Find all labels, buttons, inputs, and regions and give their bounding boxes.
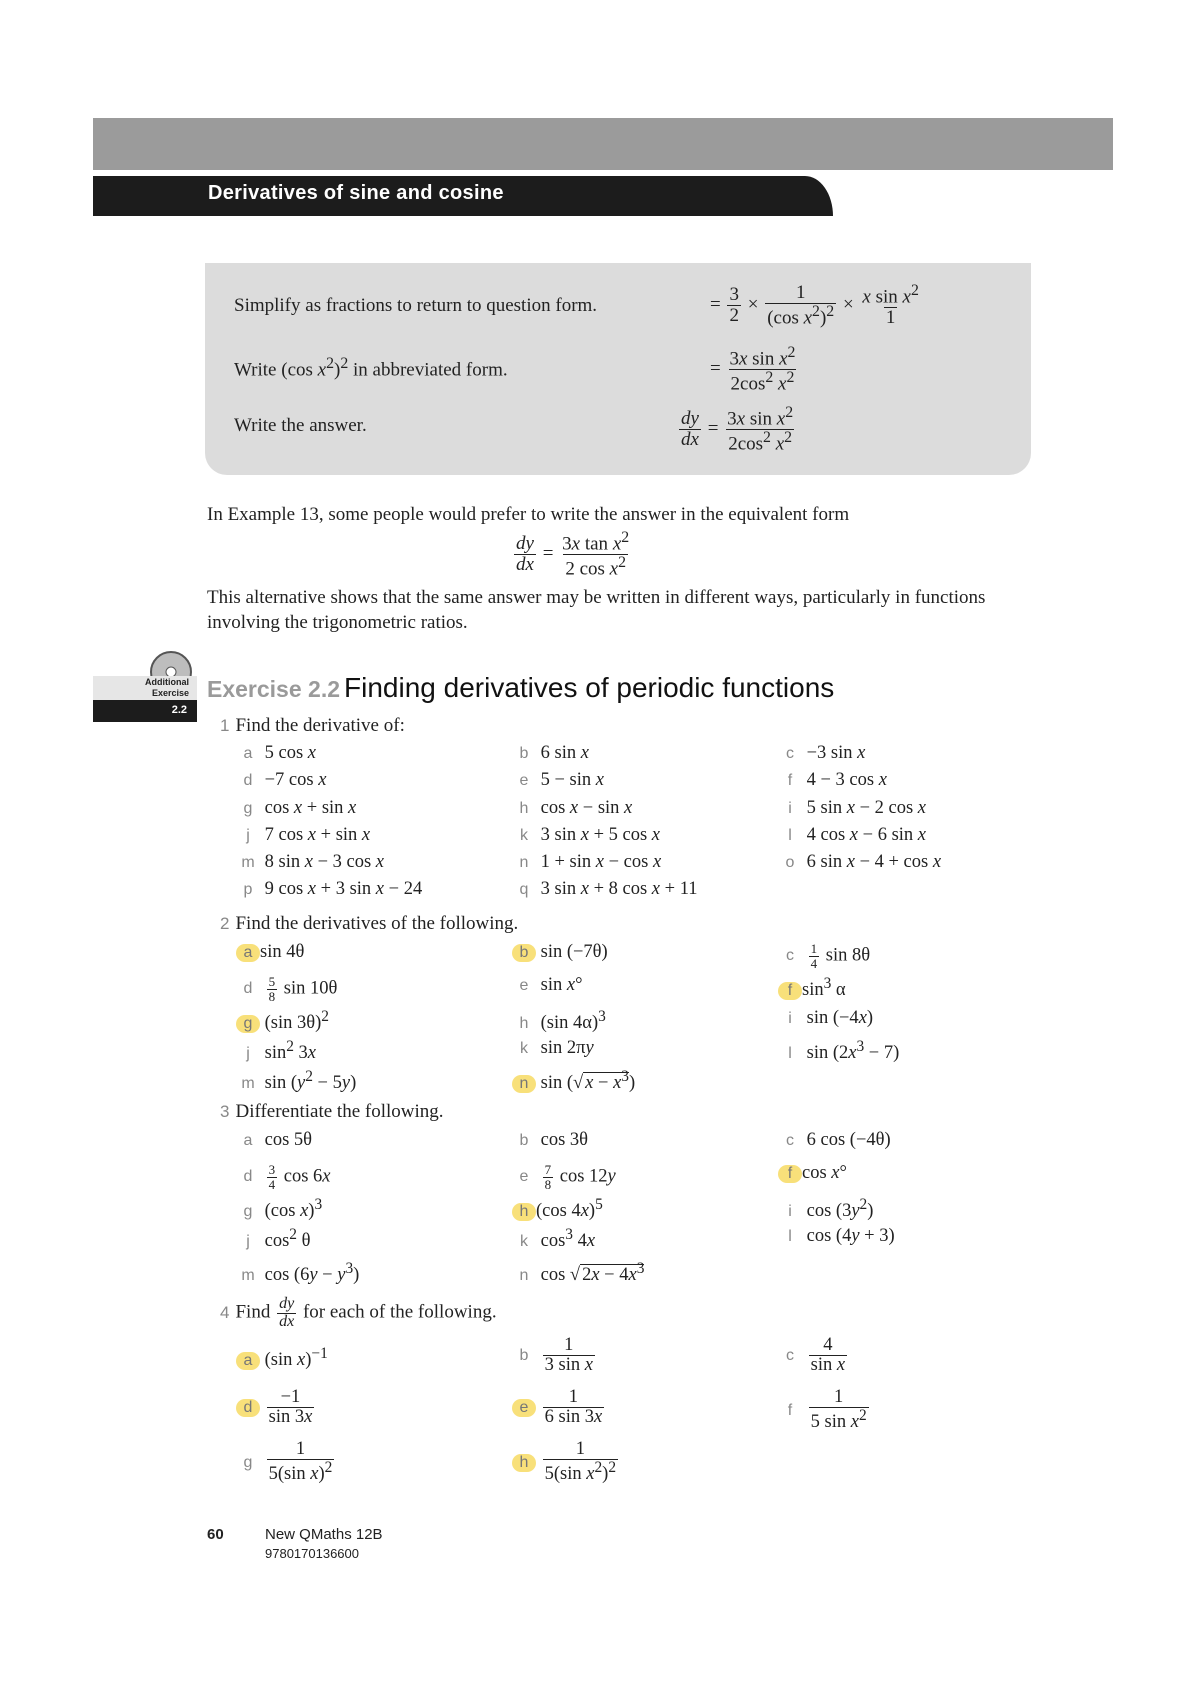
q1-item-g: g cos x + sin x <box>243 798 357 818</box>
q2-item-k: k sin 2πy <box>520 1038 594 1058</box>
q1-item-o: o 6 sin x − 4 + cos x <box>785 852 942 872</box>
exercise-title: Finding derivatives of periodic functions <box>344 672 835 703</box>
paragraph-2: This alternative shows that the same answer may be written in different ways, particularly in functions involving the trigonometric ratios. <box>207 587 986 633</box>
q1-item-c: c −3 sin x <box>786 743 866 763</box>
q3-item-i: i $\cos (3y^2)$ <box>788 1196 874 1222</box>
example-math-3: $\frac{dy}{dx}$ = $\frac{3x \sin x^2}{2\cos^2 x^2}$ <box>681 404 794 455</box>
q4-item-b: b $\frac{1}{\text{3 sin x}}$ <box>519 1335 593 1376</box>
q3-item-e: e $\frac{7}{8}$ cos 12y <box>519 1162 616 1192</box>
q2-item-a: a sin 4θ <box>236 942 304 963</box>
exercise-heading <box>207 672 834 704</box>
q1-item-f: f 4 − 3 cos x <box>787 770 887 790</box>
book-title: New QMaths 12B <box>265 1526 383 1543</box>
q3-item-n: n cos √ $2x - 4x^3$ <box>519 1260 645 1286</box>
example-step-2: Write (cos $x^2)^2$ in abbreviated form. <box>234 355 508 381</box>
q3-item-j: j $\cos^2 \theta$ <box>246 1226 311 1252</box>
example-step-3: Write the answer. <box>234 415 367 436</box>
q1-item-a: a 5 cos x <box>243 743 317 763</box>
q2-item-l: l $\sin (2x^3 - 7)$ <box>788 1038 900 1064</box>
q2-item-f: f $\sin^3 \alpha$ <box>778 975 846 1001</box>
q3-item-d: d $\frac{3}{4}$ cos 6x <box>243 1162 331 1192</box>
q2-item-b: b sin (−7θ) <box>512 942 608 963</box>
q2-item-m: m $\sin (y^2 - 5y)$ <box>241 1068 357 1094</box>
section-title-bar <box>93 176 833 216</box>
icon-label-1: Additional <box>145 677 189 687</box>
q2-item-c: c $\frac{1}{4}$ sin 8θ <box>786 941 871 971</box>
exercise-label: Exercise 2.2 <box>207 676 341 702</box>
q1-item-k: k 3 sin x + 5 cos x <box>520 825 661 845</box>
q3-item-f: f cos x° <box>778 1163 847 1184</box>
q2-item-n: n sin (√ $x - x^3$) <box>512 1068 635 1094</box>
q2-item-i: i sin (−4x) <box>788 1008 874 1028</box>
q1-item-q: q 3 sin x + 8 cos x + 11 <box>519 879 698 899</box>
q3-item-h: h (cos 4x)$^5$ <box>512 1196 603 1222</box>
question-1-heading: 1 Find the derivative of: <box>220 715 405 736</box>
q3-item-a: a cos 5θ <box>243 1130 313 1150</box>
q4-item-c: c $\frac{4}{\text{sin x}}$ <box>786 1335 846 1376</box>
equivalent-form-equation: $\frac{dy}{dx}$ = $\frac{3x \tan x^2}{2 \cos x^2}$ <box>516 529 630 580</box>
paragraph-1: In Example 13, some people would prefer to write the answer in the equivalent form <box>207 504 850 525</box>
q2-item-j: j $\sin^2 3x$ <box>246 1038 317 1064</box>
additional-exercise-icon[interactable] <box>93 650 197 730</box>
q3-item-b: b cos 3θ <box>519 1130 589 1150</box>
q4-item-h: h $\frac{1}{5(\sin x^2)^2}$ <box>512 1440 620 1485</box>
q2-item-h: h (sin 4α)$^3$ <box>519 1008 606 1034</box>
question-3-heading: 3 Differentiate the following. <box>220 1101 444 1122</box>
section-title: Derivatives of sine and cosine <box>208 182 504 204</box>
q2-item-d: d $\frac{5}{8}$ sin 10θ <box>243 974 338 1004</box>
q1-item-l: l 4 cos x − 6 sin x <box>788 825 927 845</box>
q4-item-a: a (sin x)$^{-1}$ <box>236 1345 328 1371</box>
icon-label-2: Exercise <box>151 688 189 698</box>
q3-item-g: g (cos x)$^3$ <box>243 1196 323 1222</box>
isbn: 9780170136600 <box>265 1546 359 1561</box>
q2-item-g: g (sin 3θ)$^2$ <box>236 1008 329 1034</box>
q3-item-m: m $\cos (6y - y^3)$ <box>241 1260 360 1286</box>
q1-item-b: b 6 sin x <box>519 743 589 763</box>
q1-item-j: j 7 cos x + sin x <box>246 825 371 845</box>
q1-item-e: e 5 − sin x <box>519 770 604 790</box>
q1-item-d: d −7 cos x <box>243 770 327 790</box>
q1-item-m: m 8 sin x − 3 cos x <box>241 852 385 872</box>
q3-item-c: c 6 cos (−4θ) <box>786 1130 891 1150</box>
example-step-1: Simplify as fractions to return to question form. <box>234 295 598 316</box>
q3-item-k: k $\cos^3 4x$ <box>520 1226 596 1252</box>
q1-item-p: p 9 cos x + 3 sin x − 24 <box>243 879 423 899</box>
q4-item-e: e $\frac{1}{6 \sin 3x}$ <box>512 1388 606 1428</box>
example-math-1: = $\frac{3}{2}$ × $\frac{1}{(\cos x^2)^2}$ × $\frac{x \sin x^2}{1}$ <box>710 282 919 329</box>
q1-item-i: i 5 sin x − 2 cos x <box>788 798 927 818</box>
q1-item-h: h cos x − sin x <box>519 798 633 818</box>
page-number: 60 <box>207 1526 224 1543</box>
q2-item-e: e sin x° <box>519 975 583 995</box>
icon-label-3: 2.2 <box>171 704 187 716</box>
question-4-heading: 4 Find $\frac{dy}{dx}$ for each of the following. <box>220 1295 497 1330</box>
q4-item-g: g $\frac{1}{5(\sin x)^2}$ <box>243 1439 333 1485</box>
q4-item-d: d $\frac{-1}{\sin 3x}$ <box>236 1388 316 1428</box>
worked-example-box <box>205 263 1031 475</box>
example-math-2: = $\frac{3x \sin x^2}{2\cos^2 x^2}$ <box>710 344 796 395</box>
q4-item-f: f $\frac{1}{5 \sin x^2}$ <box>787 1387 867 1433</box>
question-2-heading: 2 Find the derivatives of the following. <box>220 913 519 934</box>
q3-item-l: l cos (4y + 3) <box>788 1226 895 1246</box>
q1-item-n: n 1 + sin x − cos x <box>519 852 662 872</box>
top-banner <box>93 118 1113 170</box>
